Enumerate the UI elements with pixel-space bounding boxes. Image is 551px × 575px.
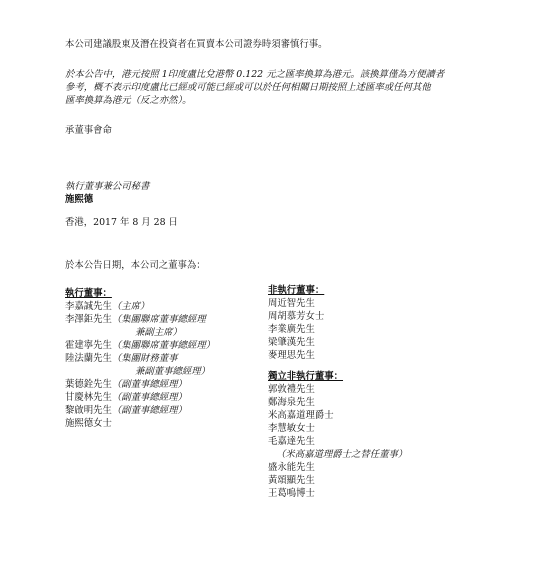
- director-name: 李嘉誠先生: [65, 301, 112, 312]
- signature-block: [65, 180, 511, 206]
- director-role: （集團聯席董事總經理: [111, 314, 206, 325]
- director-name: 李澤鉅先生: [65, 314, 112, 325]
- executive-directors-heading: 執行董事：: [65, 288, 112, 299]
- director-row: [65, 391, 215, 404]
- director-name: 周近智先生: [268, 298, 315, 309]
- director-name: 霍建寧先生: [65, 340, 112, 351]
- currency-note-line: 匯率換算為港元（反之亦然）。: [65, 95, 192, 106]
- signatory-name: 施熙德: [65, 194, 94, 205]
- director-row: [65, 339, 215, 352]
- director-name: 麥理思先生: [268, 350, 315, 361]
- by-order-of-board: 承董事會命: [65, 125, 112, 136]
- director-role-continued: 兼副董事總經理）: [135, 366, 211, 377]
- non-executive-directors-heading: 非執行董事：: [268, 285, 325, 296]
- signatory-title: 執行董事兼公司秘書: [65, 181, 150, 192]
- investor-warning: 本公司建議股東及潛在投資者在買賣本公司證券時須審慎行事。: [65, 39, 328, 50]
- director-name: 黃頌顯先生: [268, 475, 315, 486]
- director-row: [65, 378, 215, 391]
- director-name: 陸法蘭先生: [65, 353, 112, 364]
- director-name: 鄭海泉先生: [268, 397, 315, 408]
- director-name: 葉德銓先生: [65, 379, 112, 390]
- currency-note-line: 參考，概不表示印度盧比已經或可能已經或可以於任何相關日期按照上述匯率或任何其他: [65, 82, 431, 93]
- director-role-continued: 兼副主席）: [135, 327, 182, 338]
- director-row: [65, 300, 215, 313]
- director-row: [65, 313, 215, 326]
- director-name: 李業廣先生: [268, 324, 315, 335]
- executive-directors-list: [65, 287, 215, 430]
- director-name: 梁肇漢先生: [268, 337, 315, 348]
- director-name: 施熙德女士: [65, 418, 112, 429]
- alternate-director-note: （米高嘉道理爵士之替任董事）: [276, 449, 408, 460]
- currency-note: [65, 68, 511, 107]
- director-row: [65, 417, 215, 430]
- director-role: （集團財務董事: [111, 353, 178, 364]
- director-name: 周胡慕芳女士: [268, 311, 325, 322]
- director-name: 盛永能先生: [268, 462, 315, 473]
- director-name: 毛嘉達先生: [268, 436, 315, 447]
- director-role: （副董事總經理）: [111, 379, 187, 390]
- director-role: （集團聯席董事總經理）: [111, 340, 216, 351]
- independent-directors-heading: 獨立非執行董事：: [268, 371, 344, 382]
- director-row: [65, 404, 215, 417]
- director-name: 米高嘉道理爵士: [268, 410, 334, 421]
- director-name: 黎啟明先生: [65, 405, 112, 416]
- director-role: （主席）: [111, 301, 150, 312]
- section-spacer: [268, 362, 407, 370]
- place-and-date: 香港，2017 年 8 月 28 日: [65, 217, 178, 228]
- directors-intro: 於本公告日期，本公司之董事為：: [65, 260, 206, 271]
- non-executive-directors-list: [268, 284, 407, 500]
- director-role: （副董事總經理）: [111, 392, 187, 403]
- director-name: 郭敦禮先生: [268, 384, 315, 395]
- currency-note-line: 於本公告中，港元按照 1印度盧比兌港幣 0.122 元之匯率換算為港元。該換算僅為方便讀者: [65, 69, 445, 80]
- director-row: [65, 352, 215, 365]
- director-name: 甘慶林先生: [65, 392, 112, 403]
- director-name: 李慧敏女士: [268, 423, 315, 434]
- director-name: 王葛鳴博士: [268, 488, 315, 499]
- director-role: （副董事總經理）: [111, 405, 187, 416]
